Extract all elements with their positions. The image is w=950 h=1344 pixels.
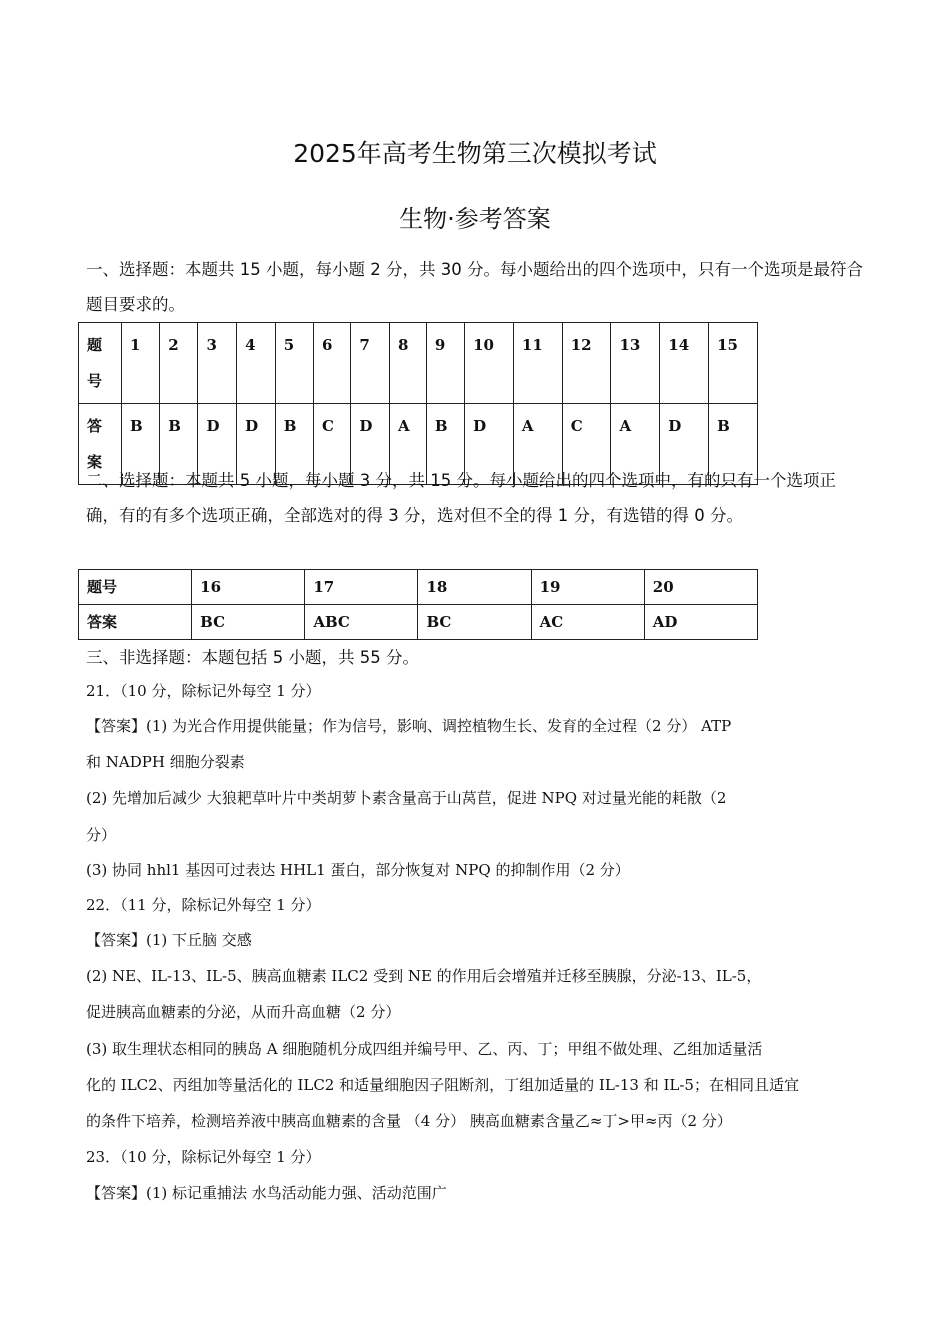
table-cell: 20 [644,570,757,605]
table-cell: D [198,404,237,485]
table-cell: D [465,404,514,485]
answer-line: (2) 先增加后减少 大狼耙草叶片中类胡萝卜素含量高于山莴苣，促进 NPQ 对过量光能的耗散（2 [86,789,727,807]
table-cell: BC [418,605,531,640]
table-cell: D [660,404,709,485]
table-cell: A [611,404,660,485]
answer-line: 【答案】(1) 标记重捕法 水鸟活动能力强、活动范围广 [86,1184,447,1202]
answer-line: 【答案】(1) 下丘脑 交感 [86,931,252,949]
answer-line: 22．（11 分，除标记外每空 1 分） [86,896,321,914]
table-cell: C [562,404,611,485]
answer-line: 的条件下培养，检测培养液中胰高血糖素的含量 （4 分） 胰高血糖素含量乙≈丁>甲≈丙（2 分） [86,1112,732,1130]
table-cell: 13 [611,323,660,404]
answer-table-2 [78,569,758,640]
answer-table-1 [78,322,758,485]
row-label: 题号 [79,570,192,605]
table-cell: AC [531,605,644,640]
table-cell: 17 [305,570,418,605]
row-label: 答案 [79,404,122,485]
table-cell: BC [192,605,305,640]
table-cell: 19 [531,570,644,605]
table-cell: 8 [389,323,426,404]
table-cell: 12 [562,323,611,404]
table-cell: B [275,404,313,485]
answer-line: 23．（10 分，除标记外每空 1 分） [86,1148,321,1166]
table-cell: B [426,404,464,485]
table-cell: 11 [513,323,562,404]
table-cell: 1 [122,323,160,404]
row-label: 答案 [79,605,192,640]
row-label: 题号 [79,323,122,404]
table-cell: B [709,404,758,485]
table-cell: 3 [198,323,237,404]
table-cell: 6 [314,323,351,404]
answer-line: (3) 取生理状态相同的胰岛 A 细胞随机分成四组并编号甲、乙、丙、丁；甲组不做处理、乙组加适量活 [86,1040,763,1058]
table-cell: B [122,404,160,485]
table-cell: D [351,404,390,485]
table-cell: 14 [660,323,709,404]
table-cell: AD [644,605,757,640]
table-cell: B [160,404,198,485]
page-subtitle: 生物·参考答案 [399,205,551,233]
section-2-instructions: 二、选择题：本题共 5 小题，每小题 3 分，共 15 分。每小题给出的四个选项中，有的只有一个选项正确，有的有多个选项正确，全部选对的得 3 分，选对但不全的得 1 分，有选错的得 0 分。 [86,471,836,525]
table-cell: 18 [418,570,531,605]
answer-line: 促进胰高血糖素的分泌，从而升高血糖（2 分） [86,1003,401,1021]
answer-line: (2) NE、IL-13、IL-5、胰高血糖素 ILC2 受到 NE 的作用后会增殖并迁移至胰腺，分泌-13、IL-5， [86,967,762,985]
answer-line: 分） [86,826,117,844]
table-cell: C [314,404,351,485]
table-cell: A [513,404,562,485]
table-row [79,605,758,640]
page-title: 2025年高考生物第三次模拟考试 [293,139,657,168]
table-cell: A [389,404,426,485]
table-cell: 9 [426,323,464,404]
table-cell: 4 [237,323,276,404]
table-cell: 7 [351,323,390,404]
section-1-instructions: 一、选择题：本题共 15 小题，每小题 2 分，共 30 分。每小题给出的四个选项中，只有一个选项是最符合题目要求的。 [86,260,863,314]
answer-line: 【答案】(1) 为光合作用提供能量；作为信号，影响、调控植物生长、发育的全过程（2 分） ATP [86,717,732,735]
table-cell: 15 [709,323,758,404]
table-row [79,323,758,404]
table-cell: 5 [275,323,313,404]
table-cell: D [237,404,276,485]
answer-line: 21．（10 分，除标记外每空 1 分） [86,682,321,700]
answer-line: 化的 ILC2、丙组加等量活化的 ILC2 和适量细胞因子阻断剂，丁组加适量的 IL-13 和 IL-5；在相同且适宜 [86,1076,799,1094]
answer-line: (3) 协同 hhl1 基因可过表达 HHL1 蛋白，部分恢复对 NPQ 的抑制作用（2 分） [86,861,630,879]
table-cell: 16 [192,570,305,605]
table-row [79,570,758,605]
answer-line: 和 NADPH 细胞分裂素 [86,753,245,771]
table-cell: 2 [160,323,198,404]
table-cell: 10 [465,323,514,404]
table-cell: ABC [305,605,418,640]
section-3-instructions: 三、非选择题：本题包括 5 小题，共 55 分。 [86,648,419,667]
